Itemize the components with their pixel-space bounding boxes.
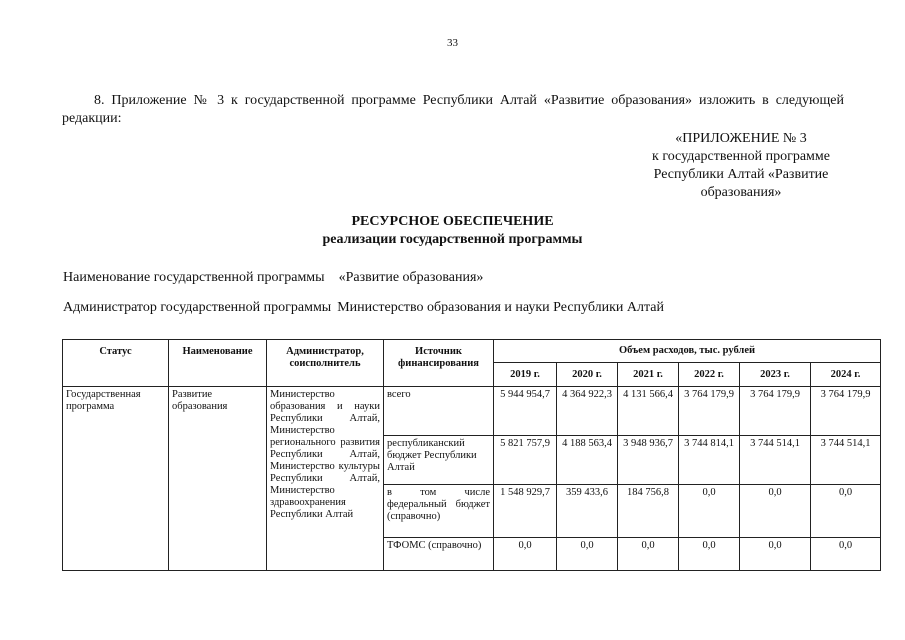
header-year-2019: 2019 г. [494,363,557,387]
value-cell: 0,0 [740,538,811,571]
value-cell: 4 364 922,3 [557,387,618,436]
intro-paragraph [62,92,844,128]
table-row [63,387,881,436]
header-status: Статус [63,340,169,387]
value-cell: 0,0 [494,538,557,571]
value-cell: 3 948 936,7 [618,436,679,485]
header-volume: Объем расходов, тыс. рублей [494,340,881,363]
resource-table [62,339,881,571]
appendix-line-4: образования» [700,185,782,200]
admin-cell: Министерство образования и науки Республики Алтай, Министерство регионального развития Республики Алтай, Министерство культуры Республики Алтай, Министерство здравоохранения Республики Алтай [267,387,384,571]
value-cell: 0,0 [811,485,881,538]
program-admin-line [63,300,664,316]
value-cell: 184 756,8 [618,485,679,538]
value-cell: 0,0 [557,538,618,571]
appendix-header [640,130,842,202]
value-cell: 3 764 179,9 [811,387,881,436]
source-cell: в том числе федеральный бюджет (справочно) [384,485,494,538]
title-line-1: РЕСУРСНОЕ ОБЕСПЕЧЕНИЕ [351,214,554,229]
source-cell: всего [384,387,494,436]
source-cell: республиканский бюджет Республики Алтай [384,436,494,485]
document-title [0,213,905,249]
value-cell: 5 821 757,9 [494,436,557,485]
header-year-2023: 2023 г. [740,363,811,387]
header-year-2024: 2024 г. [811,363,881,387]
value-cell: 1 548 929,7 [494,485,557,538]
program-name-line [63,270,483,286]
value-cell: 0,0 [740,485,811,538]
value-cell: 3 764 179,9 [679,387,740,436]
appendix-line-2: к государственной программе [652,149,830,164]
header-name: Наименование [169,340,267,387]
appendix-line-1: «ПРИЛОЖЕНИЕ № 3 [675,131,807,146]
status-cell: Государственная программа [63,387,169,571]
header-year-2021: 2021 г. [618,363,679,387]
source-cell: ТФОМС (справочно) [384,538,494,571]
value-cell: 359 433,6 [557,485,618,538]
value-cell: 3 744 814,1 [679,436,740,485]
name-cell: Развитие образования [169,387,267,571]
program-name-label: Наименование государственной программы [63,270,325,285]
header-admin: Администратор, соисполнитель [267,340,384,387]
value-cell: 0,0 [618,538,679,571]
value-cell: 4 188 563,4 [557,436,618,485]
program-name-value: «Развитие образования» [338,270,484,285]
intro-number: 8. [94,93,105,108]
header-year-2022: 2022 г. [679,363,740,387]
value-cell: 3 744 514,1 [740,436,811,485]
program-admin-label: Администратор государственной программы [63,300,332,315]
value-cell: 3 764 179,9 [740,387,811,436]
intro-text: Приложение № 3 к государственной программе Республики Алтай «Развитие образования» изложить в следующей редакции: [62,93,844,126]
value-cell: 0,0 [679,485,740,538]
program-admin-value: Министерство образования и науки Республики Алтай [337,300,664,315]
value-cell: 0,0 [811,538,881,571]
value-cell: 3 744 514,1 [811,436,881,485]
appendix-line-3: Республики Алтай «Развитие [653,167,829,182]
value-cell: 0,0 [679,538,740,571]
value-cell: 5 944 954,7 [494,387,557,436]
page-number: 33 [447,37,458,49]
value-cell: 4 131 566,4 [618,387,679,436]
header-year-2020: 2020 г. [557,363,618,387]
header-source: Источник финансирования [384,340,494,387]
title-line-2: реализации государственной программы [322,232,583,247]
